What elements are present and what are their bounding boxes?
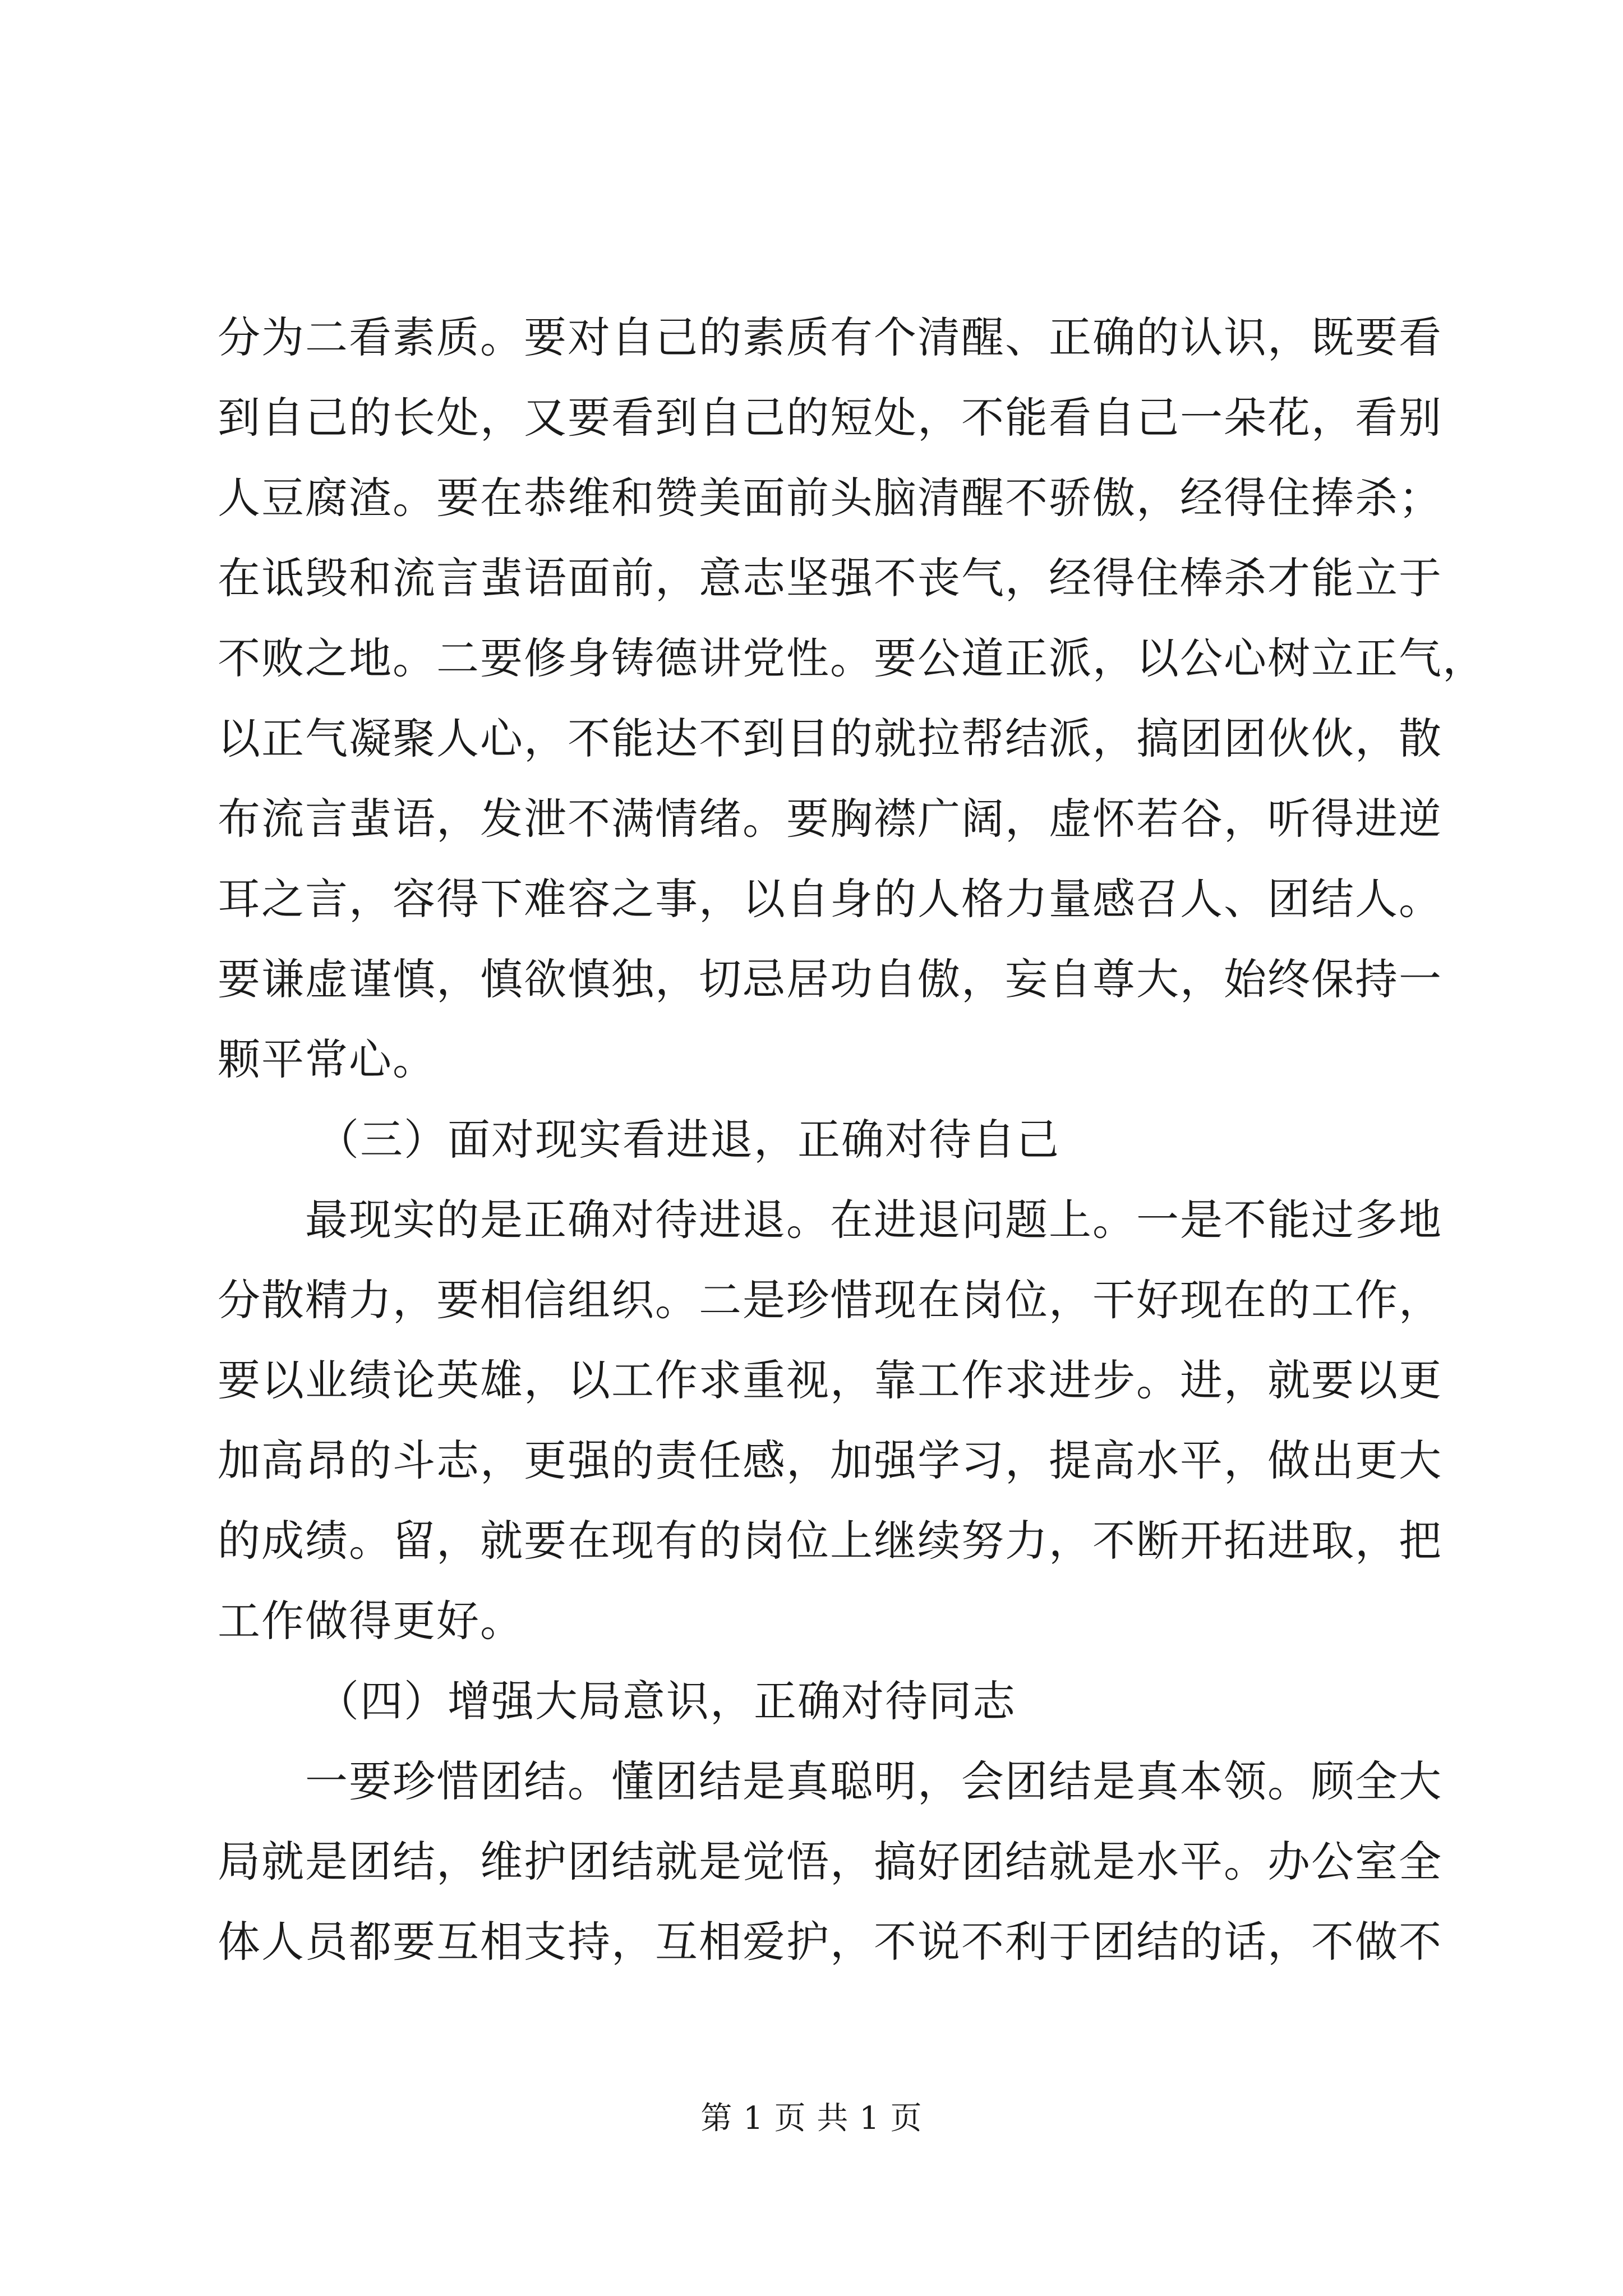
text-line-3: 人豆腐渣。要在恭维和赞美面前头脑清醒不骄傲，经得住捧杀； [218,473,1442,523]
section-heading-3: （三）面对现实看进退，正确对待自己 [316,1115,1060,1165]
text-line-1: 分为二看素质。要对自己的素质有个清醒、正确的认识，既要看 [218,312,1442,362]
text-line-21: 体人员都要互相支持，互相爱护，不说不利于团结的话，不做不 [218,1917,1442,1967]
text-line-7: 布流言蜚语，发泄不满情绪。要胸襟广阔，虚怀若谷，听得进逆 [218,794,1442,844]
text-line-16: 的成绩。留，就要在现有的岗位上继续努力，不断开拓进取，把 [218,1516,1442,1566]
page-footer: 第 1 页 共 1 页 [700,2100,923,2137]
text-line-2: 到自己的长处，又要看到自己的短处，不能看自己一朵花，看别 [218,393,1442,443]
paragraph-start-3: 最现实的是正确对待进退。在进退问题上。一是不能过多地 [305,1195,1442,1245]
text-line-9: 要谦虚谨慎，慎欲慎独，切忌居功自傲，妄自尊大，始终保持一 [218,954,1442,1004]
text-line-17: 工作做得更好。 [218,1596,524,1646]
text-line-4: 在诋毁和流言蜚语面前，意志坚强不丧气，经得住棒杀才能立于 [218,553,1442,603]
text-line-14: 要以业绩论英雄，以工作求重视，靠工作求进步。进，就要以更 [218,1355,1442,1405]
text-line-10: 颗平常心。 [218,1034,436,1084]
text-line-13: 分散精力，要相信组织。二是珍惜现在岗位，干好现在的工作， [218,1275,1442,1325]
text-line-6: 以正气凝聚人心，不能达不到目的就拉帮结派，搞团团伙伙，散 [218,714,1442,763]
text-line-15: 加高昂的斗志，更强的责任感，加强学习，提高水平，做出更大 [218,1435,1442,1485]
text-line-20: 局就是团结，维护团结就是觉悟，搞好团结就是水平。办公室全 [218,1837,1442,1887]
paragraph-start-4: 一要珍惜团结。懂团结是真聪明，会团结是真本领。顾全大 [305,1756,1442,1806]
text-line-8: 耳之言，容得下难容之事，以自身的人格力量感召人、团结人。 [218,874,1442,924]
section-heading-4: （四）增强大局意识，正确对待同志 [316,1676,1016,1726]
text-line-5: 不败之地。二要修身铸德讲党性。要公道正派，以公心树立正气， [218,633,1486,683]
body-text [218,297,1486,1982]
